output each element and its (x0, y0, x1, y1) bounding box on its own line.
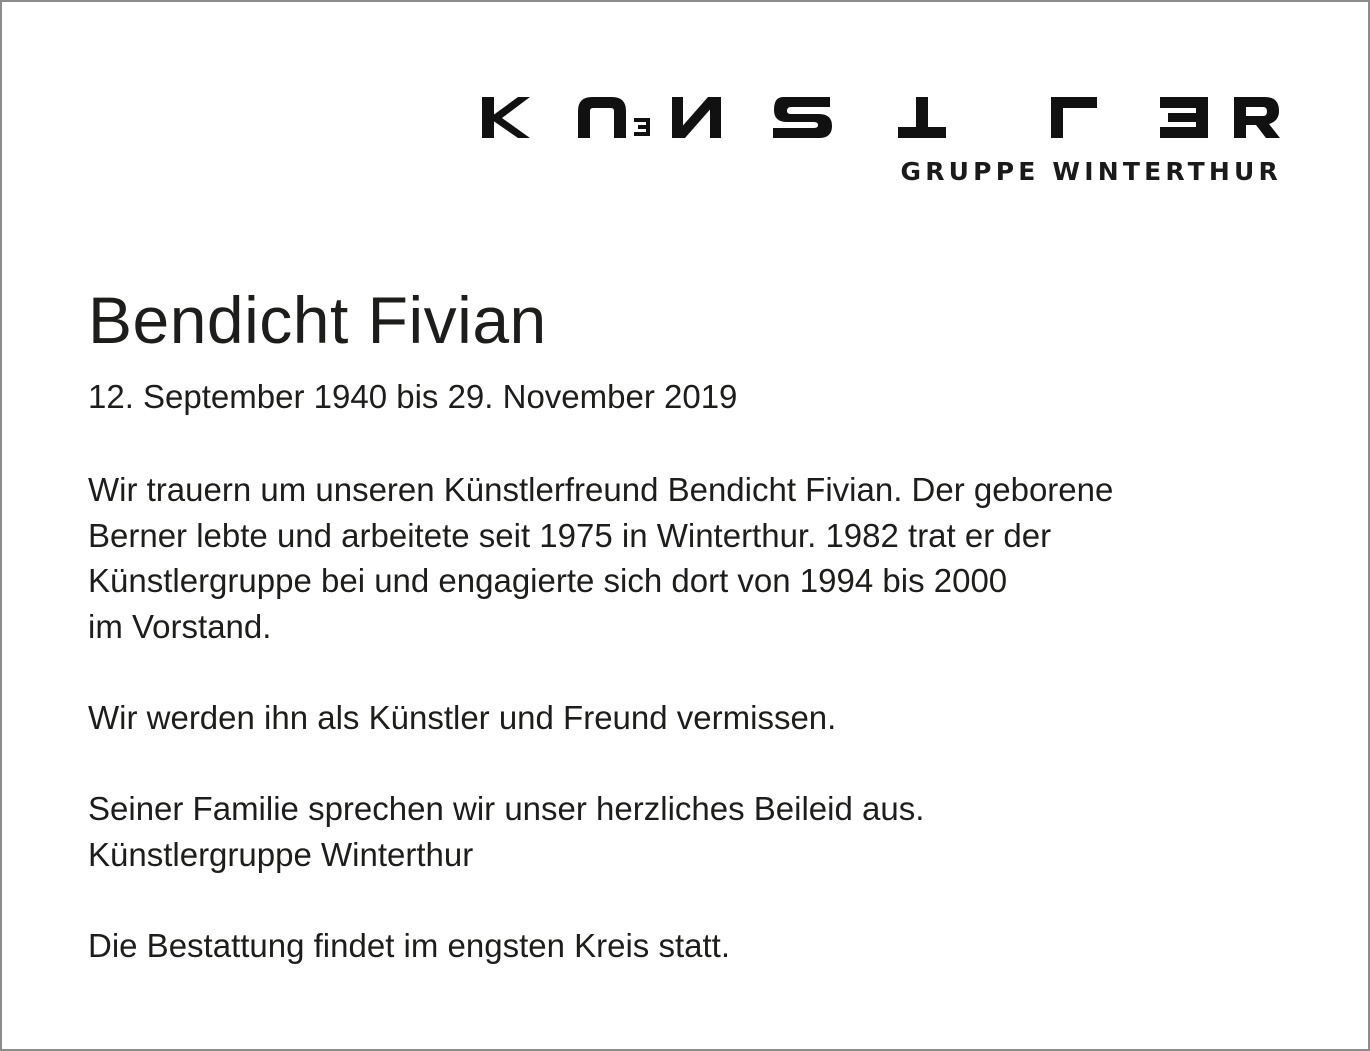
paragraph-funeral (88, 923, 730, 969)
signature-line: Künstlergruppe Winterthur (88, 835, 474, 873)
kuenstler-wordmark-icon (480, 94, 1282, 140)
paragraph-line: Künstlergruppe bei und engagierte sich dort von 1994 bis 2000 (88, 562, 1008, 599)
paragraph-line: Berner lebte und arbeitete seit 1975 in Winterthur. 1982 trat er der (88, 516, 1052, 554)
kuenstler-logo (480, 94, 1282, 188)
logo-subtitle: GRUPPE WINTERTHUR (900, 157, 1282, 186)
life-dates: 12. September 1940 bis 29. November 2019 (88, 378, 738, 415)
paragraph-tribute (88, 467, 1113, 649)
paragraph-line: im Vorstand. (88, 607, 272, 645)
paragraph-line: Seiner Familie sprechen wir unser herzliches Beileid aus. (88, 790, 925, 827)
paragraph-line: Wir trauern um unseren Künstlerfreund Bendicht Fivian. Der geborene (88, 471, 1114, 508)
deceased-name: Bendicht Fivian (88, 283, 547, 357)
paragraph-line: Wir werden ihn als Künstler und Freund vermissen. (88, 699, 837, 736)
paragraph-line: Die Bestattung findet im engsten Kreis statt. (88, 927, 731, 964)
paragraph-farewell (88, 695, 836, 741)
paragraph-condolences (88, 786, 924, 877)
